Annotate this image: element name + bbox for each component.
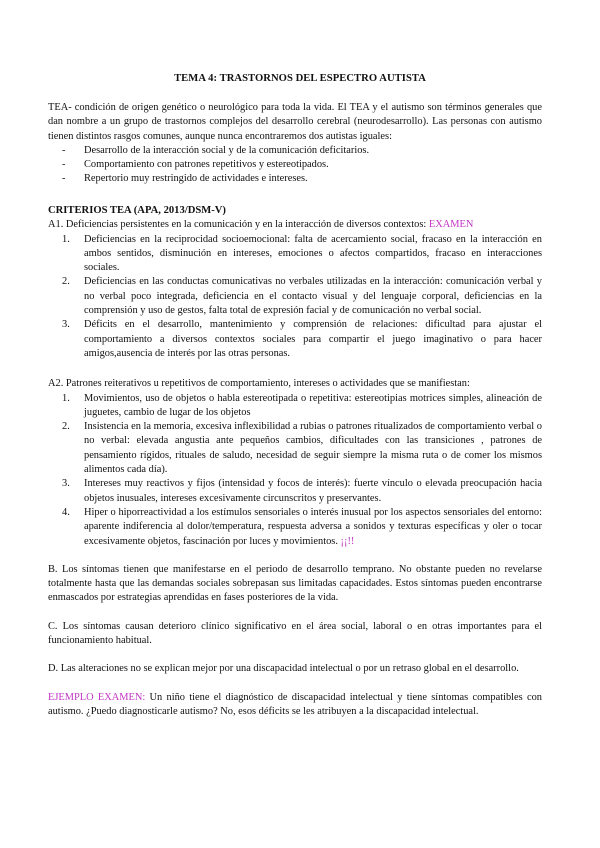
list-item: 3. Déficits en el desarrollo, mantenimiento y comprensión de relaciones: dificultad para ajustar el comportamiento a diversos contextos sociales para compartir el juego imaginativo o para hacer amigos,ausencia de interés por las otras personas. xyxy=(62,319,542,359)
list-item: 1. Deficiencias en la reciprocidad socioemocional: falta de acercamiento social, fracaso en la interacción en ambos sentidos, disminución en intereses, emociones o afectos compartidos, fracaso en interacciones sociales. xyxy=(62,233,542,274)
list-item: - Repertorio muy restringido de actividades e intereses. xyxy=(48,172,542,186)
example-text: Un niño tiene el diagnóstico de discapacidad intelectual y tiene síntomas compatibles con autismo. ¿Puedo diagnosticarle autismo? No, esos déficits se les atribuyen a la discapacidad intelectual. xyxy=(48,691,542,717)
list-item: - Comportamiento con patrones repetitivos y estereotipados. xyxy=(48,158,542,172)
page-title: TEMA 4: TRASTORNOS DEL ESPECTRO AUTISTA xyxy=(174,73,426,84)
list-item: - Desarrollo de la interacción social y de la comunicación deficitarios. xyxy=(48,144,542,158)
intro-list xyxy=(48,144,542,187)
list-item: 2. Insistencia en la memoria, excesiva inflexibilidad a rubias o patrones ritualizados de comportamiento verbal o no verbal: elevada angustia ante pequeños cambios, dificultades con las transiciones , patrones de pensamiento rígidos, rituales de saludo, necesidad de seguir siempre la misma ruta o de comer los mismos alimentos cada día). xyxy=(62,421,542,476)
alert-tag: ¡¡!! xyxy=(340,535,355,547)
criteria-heading: CRITERIOS TEA (APA, 2013/DSM-V) xyxy=(48,205,226,216)
example-paragraph xyxy=(48,691,542,720)
list-item: 1. Movimientos, uso de objetos o habla estereotipada o repetitiva: estereotipias motrices simples, alineación de juguetes, cambio de lugar de los objetos xyxy=(62,392,542,418)
paragraph-c: C. Los síntomas causan deterioro clínico significativo en el área social, laboral o en otras importantes para el funcionamiento habitual. xyxy=(48,620,542,647)
intro-section xyxy=(48,101,542,187)
list-item: 4. Hiper o hiporreactividad a los estímulos sensoriales o interés inusual por los aspectos sensoriales del entorno: aparente indiferencia al dolor/temperatura, respuesta adversa a sonidos y texturas específicas y oler o tocar excesivamente objetos, fascinación por luces y movimientos. ¡¡!! xyxy=(62,506,542,547)
a1-text: A1. Deficiencias persistentes en la comunicación y en la interacción de diversos contextos: xyxy=(48,219,427,231)
paragraph-d: D. Las alteraciones no se explican mejor por una discapacidad intelectual o por un retraso global en el desarrollo. xyxy=(48,663,519,675)
a2-intro: A2. Patrones reiterativos u repetitivos de comportamiento, intereses o actividades que se manifiestan: xyxy=(48,378,470,390)
a1-list xyxy=(48,233,542,362)
example-tag: EJEMPLO EXAMEN: xyxy=(48,691,146,703)
paragraph-b: B. Los síntomas tienen que manifestarse en el periodo de desarrollo temprano. No obstante pueden no revelarse totalmente hasta que las demandas sociales sobrepasan sus limitadas capacidades. Estos síntomas pueden encontrarse enmascados por estrategias aprendidas en fases posteriores de la vida. xyxy=(48,563,542,604)
intro-text: TEA- condición de origen genético o neurológico para toda la vida. El TEA y el autismo son términos generales que dan nombre a un grupo de trastornos complejos del desarrollo cerebral (neurodesarrollo). Las personas con autismo tienen distintos rasgos comunes, aunque nunca encontraremos dos autistas iguales: xyxy=(48,102,542,142)
criteria-section xyxy=(48,204,542,719)
exam-tag: EXAMEN xyxy=(428,219,474,231)
a1-intro xyxy=(48,218,542,232)
a2-list xyxy=(48,392,542,549)
list-item: 2. Deficiencias en las conductas comunicativas no verbales utilizadas en la interacción: comunicación verbal y no verbal poco integrada, deficiencia en el contacto visual y del lenguaje corporal, deficiencias en la comprensión y uso de gestos, falta total de expresión facial y de comunicación no verbal social. xyxy=(62,276,542,317)
list-item: 3. Intereses muy reactivos y fijos (intensidad y focos de interés): fuerte vínculo o elevada preocupación hacia objetos inusuales, intereses excesivamente circunscritos y preservantes. xyxy=(62,478,542,504)
